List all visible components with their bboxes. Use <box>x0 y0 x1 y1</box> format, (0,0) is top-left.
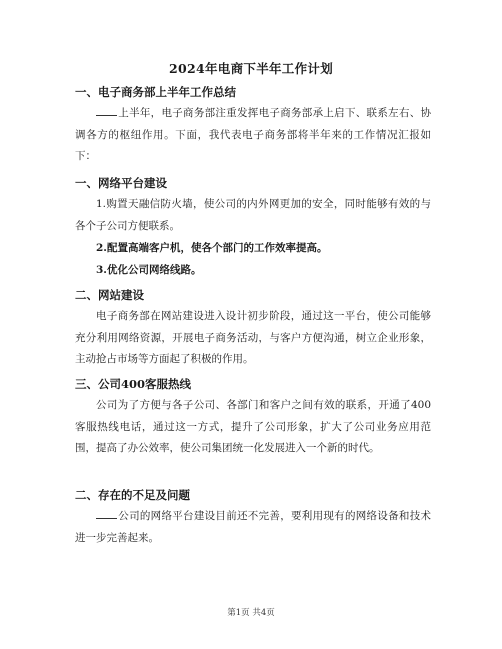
page-number: 第1页 共4页 <box>227 608 275 618</box>
list-item-firewall: 1.购置天融信防火墙，使公司的内外网更加的安全，同时能够有效的与各个子公司方便联系。 <box>75 198 431 232</box>
heading-website: 二、网站建设 <box>75 288 144 302</box>
heading-hotline: 三、公司400客服热线 <box>75 377 192 391</box>
list-item-client-machines: 2.配置高端客户机，使各个部门的工作效率提高。 <box>96 242 328 254</box>
heading-network-platform: 一、网络平台建设 <box>75 176 167 190</box>
website-paragraph: 电子商务部在网站建设进入设计初步阶段，通过这一平台，使公司能够充分利用网络资源，开展电子商务活动，与客户方便沟通，树立企业形象，主动抢占市场等方面起了积极的作用。 <box>75 310 431 366</box>
hotline-paragraph: 公司为了方便与各子公司、各部门和客户之间有效的联系，开通了400客服热线电话，通过这一方式，提升了公司形象，扩大了公司业务应用范围，提高了办公效率，使公司集团统一化发展进入一个新的时代。 <box>75 399 431 455</box>
problems-paragraph <box>75 506 431 549</box>
fill-blank <box>96 105 117 116</box>
intro-paragraph <box>75 103 431 168</box>
section-heading-summary: 一、电子商务部上半年工作总结 <box>75 85 236 99</box>
list-item-network-lines: 3.优化公司网络线路。 <box>96 264 202 276</box>
fill-blank <box>96 508 117 519</box>
intro-text: 上半年，电子商务部注重发挥电子商务部承上启下、联系左右、协调各方的枢纽作用。下面，我代表电子商务部将半年来的工作情况汇报如下： <box>75 107 431 163</box>
document-title: 2024年电商下半年工作计划 <box>169 61 333 76</box>
heading-problems: 二、存在的不足及问题 <box>75 488 190 502</box>
problems-text: 公司的网络平台建设目前还不完善，要利用现有的网络设备和技术进一步完善起来。 <box>75 510 431 544</box>
